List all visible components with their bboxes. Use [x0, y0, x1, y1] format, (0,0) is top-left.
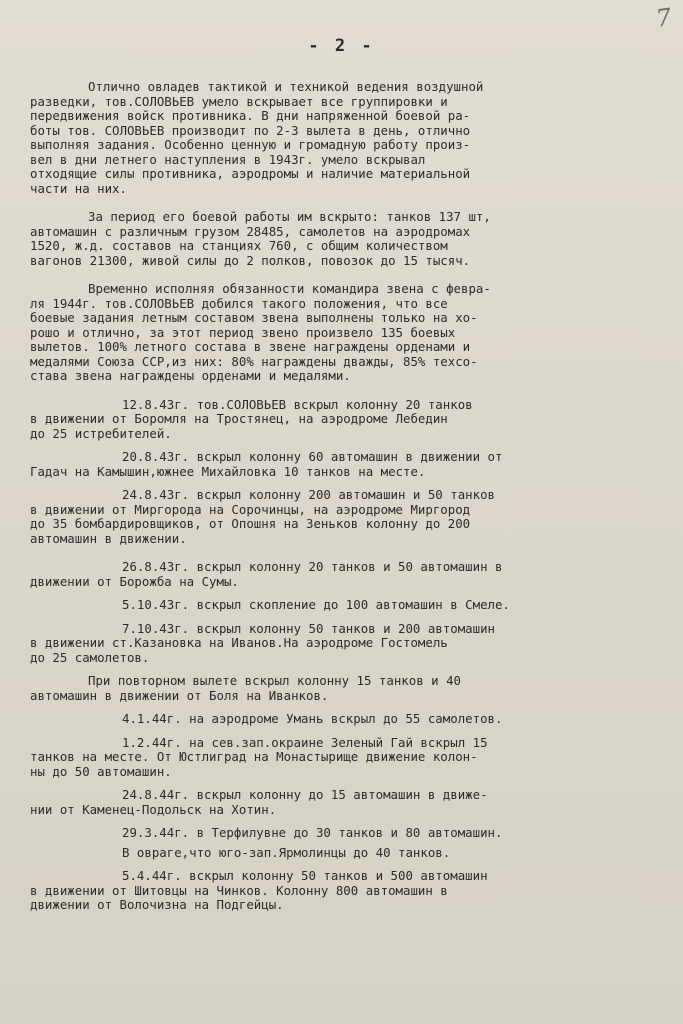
- text-line: Гадач на Камышин,южнее Михайловка 10 танков на месте.: [30, 464, 426, 479]
- document-body: [30, 80, 660, 921]
- text-line: движении от Борожба на Сумы.: [30, 574, 239, 589]
- text-line: рошо и отлично, за этот период звено произвело 135 боевых: [30, 325, 456, 340]
- text-line: 5.4.44г. вскрыл колонну 50 танков и 500 автомашин: [122, 869, 488, 883]
- text-line: разведки, тов.СОЛОВЬЕВ умело вскрывает все группировки и: [30, 94, 448, 109]
- text-line: 29.3.44г. в Терфилувне до 30 танков и 80 автомашин.: [122, 826, 503, 840]
- text-line: до 35 бомбардировщиков, от Опошня на Зеньков колонну до 200: [30, 517, 471, 531]
- entry-1943-08-24: [30, 488, 660, 546]
- entry-1943-08-26: [30, 560, 660, 589]
- text-line: боты тов. СОЛОВЬЕВ производит по 2-3 вылета в день, отлично: [30, 123, 471, 138]
- text-line: За период его боевой работы им вскрыто: танков 137 шт,: [88, 210, 491, 224]
- text-line: автомашин с различным грузом 28485, самолетов на аэродромах: [30, 224, 471, 239]
- handwritten-page-number: 7: [653, 3, 673, 33]
- text-line: При повторном вылете вскрыл колонну 15 танков и 40: [88, 674, 461, 688]
- text-line: вагонов 21300, живой силы до 2 полков, повозок до 15 тысяч.: [30, 253, 471, 268]
- text-line: до 25 истребителей.: [30, 426, 172, 441]
- text-line: ля 1944г. тов.СОЛОВЬЕВ добился такого положения, что все: [30, 296, 448, 311]
- text-line: 20.8.43г. вскрыл колонну 60 автомашин в движении от: [122, 450, 503, 464]
- text-line: автомашин в движении от Боля на Иванков.: [30, 688, 329, 703]
- entry-1943-08-20: [30, 450, 660, 479]
- entry-1944-04-05: [30, 869, 660, 913]
- text-line: автомашин в движении.: [30, 531, 187, 546]
- page-header: - 2 -: [308, 36, 375, 56]
- text-line: части на них.: [30, 181, 127, 196]
- paragraph-flight-commander: [30, 282, 660, 384]
- text-line: 1520, ж.д. составов на станциях 760, с общим количеством: [30, 239, 448, 253]
- text-line: В овраге,что юго-зап.Ярмолинцы до 40 танков.: [122, 845, 451, 860]
- text-line: в движении от Боромля на Тростянец, на аэродроме Лебедин: [30, 412, 448, 426]
- text-line: боевые задания летным составом звена выполнены только на хо-: [30, 311, 478, 325]
- entry-1944-02-01: [30, 736, 660, 780]
- text-line: движении от Волочизна на Подгейцы.: [30, 898, 284, 912]
- entry-repeat-flight: [30, 674, 660, 703]
- text-line: передвижения войск противника. В дни напряженной боевой ра-: [30, 109, 471, 123]
- text-line: 1.2.44г. на сев.зап.окраине Зеленый Гай вскрыл 15: [122, 735, 488, 750]
- paragraph-reconnaissance-skill: [30, 80, 660, 196]
- text-line: вылетов. 100% летного состава в звене награждены орденами и: [30, 340, 471, 354]
- text-line: Временно исполняя обязанности командира звена с февра-: [88, 282, 491, 296]
- entry-1943-10-05: [30, 598, 660, 613]
- text-line: нии от Каменец-Подольск на Хотин.: [30, 802, 277, 817]
- text-line: в движении ст.Казановка на Иванов.На аэродроме Гостомель: [30, 636, 448, 650]
- text-line: медалями Союза ССР,из них: 80% награждены дважды, 85% техсо-: [30, 354, 478, 369]
- entry-1944-01-04: [30, 712, 660, 727]
- entry-1943-10-07: [30, 622, 660, 666]
- text-line: до 25 самолетов.: [30, 650, 150, 665]
- paragraph-totals: [30, 210, 660, 268]
- entry-ravine: [30, 846, 660, 861]
- text-line: отходящие силы противника, аэродромы и наличие материальной: [30, 167, 471, 181]
- entry-1943-08-12: [30, 398, 660, 442]
- text-line: 24.8.43г. вскрыл колонну 200 автомашин и 50 танков: [122, 488, 495, 502]
- text-line: в движении от Миргорода на Сорочинцы, на аэродроме Миргород: [30, 502, 471, 517]
- entry-1944-03-29: [30, 826, 660, 841]
- text-line: 24.8.44г. вскрыл колонну до 15 автомашин в движе-: [122, 788, 488, 802]
- text-line: вел в дни летнего наступления в 1943г. умело вскрывал: [30, 152, 426, 167]
- text-line: выполняя задания. Особенно ценную и громадную работу произ-: [30, 138, 471, 152]
- text-line: ны до 50 автомашин.: [30, 764, 172, 779]
- text-line: 26.8.43г. вскрыл колонну 20 танков и 50 автомашин в: [122, 560, 503, 574]
- text-line: Отлично овладев тактикой и техникой ведения воздушной: [88, 80, 484, 94]
- text-line: в движении от Шитовцы на Чинков. Колонну 800 автомашин в: [30, 883, 448, 898]
- entry-1944-08-24: [30, 788, 660, 817]
- text-line: става звена награждены орденами и медалями.: [30, 369, 351, 383]
- text-line: 7.10.43г. вскрыл колонну 50 танков и 200 автомашин: [122, 621, 495, 636]
- text-line: танков на месте. От Юстлиград на Монастырище движение колон-: [30, 750, 478, 764]
- text-line: 5.10.43г. вскрыл скопление до 100 автомашин в Смеле.: [122, 598, 510, 612]
- text-line: 12.8.43г. тов.СОЛОВЬЕВ вскрыл колонну 20 танков: [122, 397, 473, 412]
- text-line: 4.1.44г. на аэродроме Умань вскрыл до 55 самолетов.: [122, 712, 503, 726]
